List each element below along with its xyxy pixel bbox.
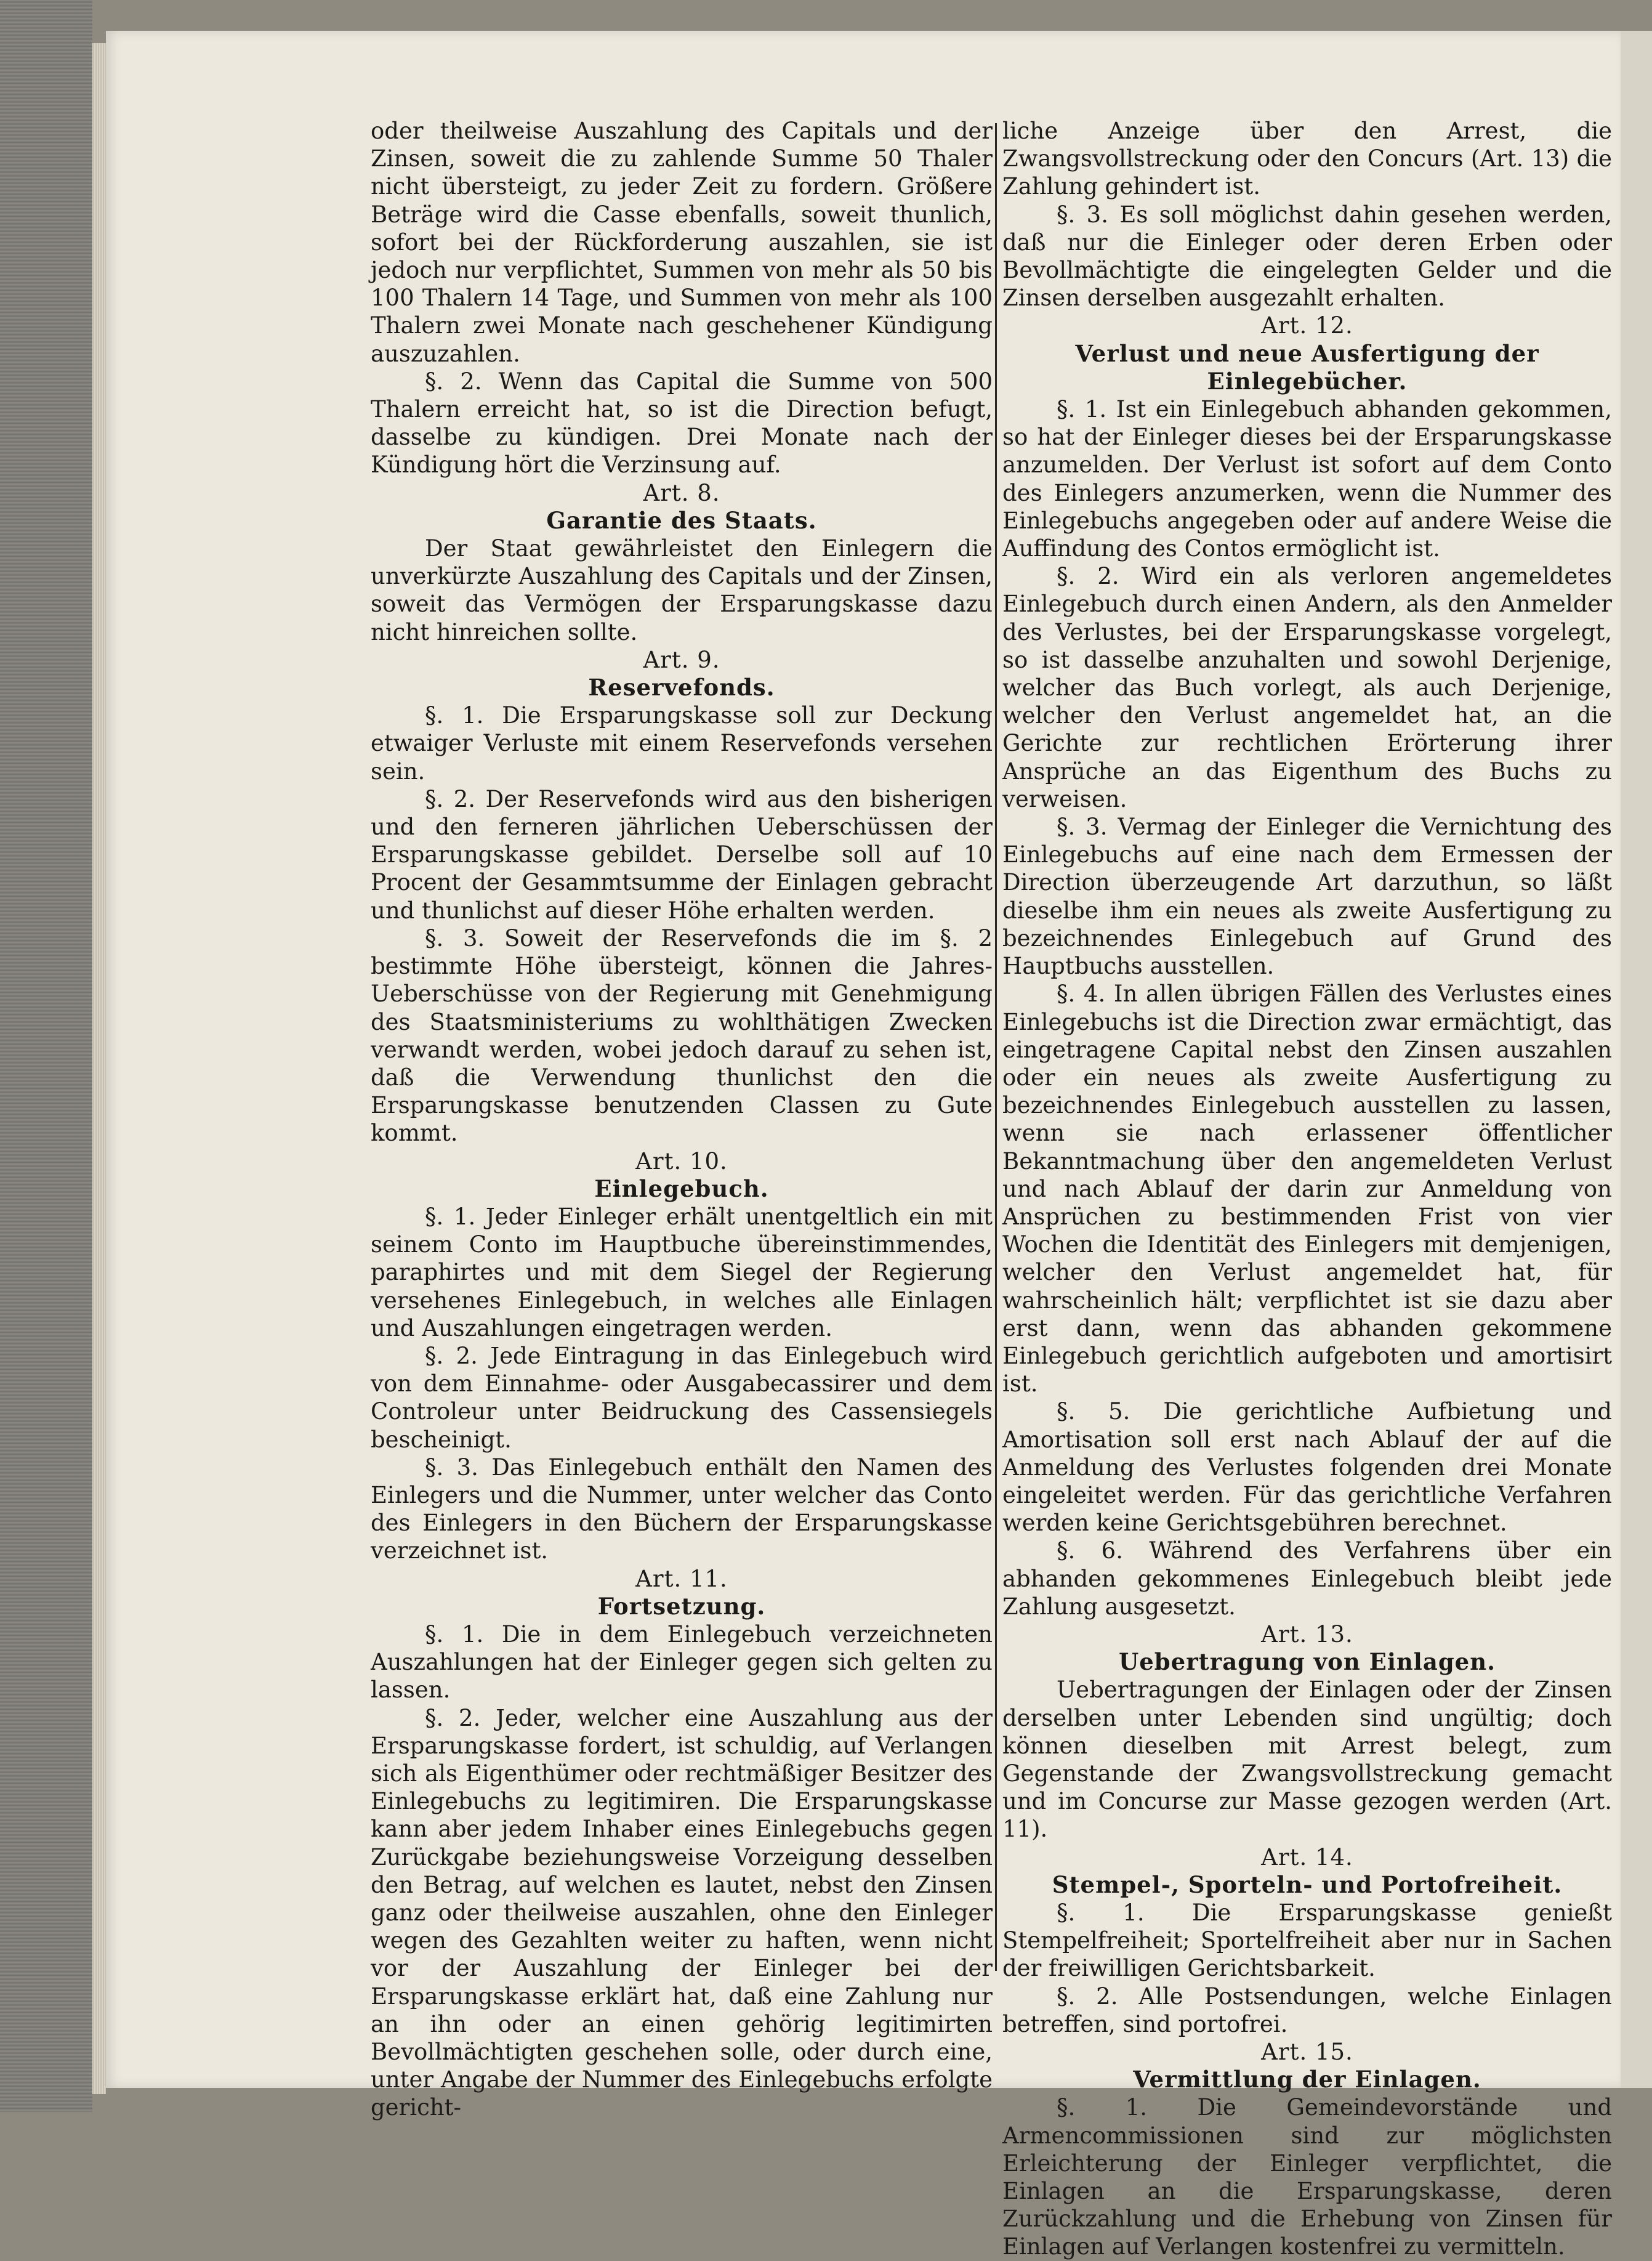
paragraph: §. 1. Die Ersparungskasse soll zur Deckung etwaiger Verluste mit einem Reservefonds versehen sein.	[371, 702, 993, 785]
right-column	[1002, 117, 1612, 2261]
book-gutter	[0, 0, 92, 2112]
paragraph: §. 1. Ist ein Einlegebuch abhanden gekommen, so hat der Einleger dieses bei der Ersparungskasse anzumelden. Der Verlust ist sofort auf dem Conto des Einlegers anzumerken, wenn die Nummer des Einlegebuchs angegeben oder auf andere Weise die Auffindung des Contos ermöglicht ist.	[1002, 396, 1612, 562]
column-divider	[995, 123, 997, 1971]
paragraph: §. 3. Soweit der Reservefonds die im §. 2 bestimmte Höhe übersteigt, können die Jahres-Ueberschüsse von der Regierung mit Genehmigung des Staatsministeriums zu wohlthätigen Zwecken verwandt werden, wobei jedoch darauf zu sehen ist, daß die Verwendung thunlichst den die Ersparungskasse benutzenden Classen zu Gute kommt.	[371, 924, 993, 1147]
paragraph: §. 1. Die Ersparungskasse genießt Stempelfreiheit; Sportelfreiheit aber nur in Sachen der freiwilligen Gerichtsbarkeit.	[1002, 1899, 1612, 1982]
article-heading: Uebertragung von Einlagen.	[1118, 1648, 1496, 1676]
article-heading: Fortsetzung.	[597, 1592, 766, 1620]
page-edges	[92, 43, 106, 2094]
paragraph: §. 3. Vermag der Einleger die Vernichtung des Einlegebuchs auf eine nach dem Ermessen der Direction überzeugende Art darzuthun, so läßt dieselbe ihm ein neues als zweite Ausfertigung zu bezeichnendes Einlegebuch auf Grund des Hauptbuchs ausstellen.	[1002, 814, 1612, 980]
article-number: Art. 9.	[643, 646, 720, 673]
page-right-edge	[1621, 31, 1652, 2088]
paragraph: Uebertragungen der Einlagen oder der Zinsen derselben unter Lebenden sind ungültig; doch können dieselben mit Arrest belegt, zum Gegenstande der Zwangsvollstreckung gemacht und im Concurse zur Masse gezogen werden (Art. 11).	[1002, 1677, 1612, 1843]
paragraph: §. 3. Es soll möglichst dahin gesehen werden, daß nur die Einleger oder deren Erben oder Bevollmächtigte die eingelegten Gelder und die Zinsen derselben ausgezahlt erhalten.	[1002, 201, 1612, 312]
paragraph: §. 2. Alle Postsendungen, welche Einlagen betreffen, sind portofrei.	[1002, 1983, 1612, 2037]
paragraph: §. 1. Jeder Einleger erhält unentgeltlich ein mit seinem Conto im Hauptbuche übereinstimmendes, paraphirtes und mit dem Siegel der Regierung versehenes Einlegebuch, in welches alle Einlagen und Auszahlungen eingetragen werden.	[371, 1203, 993, 1341]
left-column	[371, 117, 993, 2122]
article-number: Art. 13.	[1261, 1620, 1353, 1648]
paragraph: §. 2. Jede Eintragung in das Einlegebuch wird von dem Einnahme- oder Ausgabecassirer und dem Controleur unter Beidruckung des Cassensiegels bescheinigt.	[371, 1342, 993, 1453]
article-number: Art. 12.	[1261, 312, 1353, 339]
paragraph: §. 5. Die gerichtliche Aufbietung und Amortisation soll erst nach Ablauf der auf die Anmeldung des Verlustes folgenden drei Monate eingeleitet werden. Für das gerichtliche Verfahren werden keine Gerichtsgebühren berechnet.	[1002, 1398, 1612, 1537]
article-heading: Garantie des Staats.	[546, 506, 817, 534]
paragraph: §. 2. Wird ein als verloren angemeldetes Einlegebuch durch einen Andern, als den Anmelder des Verlustes, bei der Ersparungskasse vorgelegt, so ist dasselbe anzuhalten und sowohl Derjenige, welcher das Buch vorlegt, als auch Derjenige, welcher den Verlust angemeldet hat, an die Gerichte zur rechtlichen Erörterung ihrer Ansprüche an das Eigenthum des Buchs zu verweisen.	[1002, 563, 1612, 812]
paragraph: oder theilweise Auszahlung des Capitals und der Zinsen, soweit die zu zahlende Summe 50 Thaler nicht übersteigt, zu jeder Zeit zu fordern. Größere Beträge wird die Casse ebenfalls, soweit thunlich, sofort bei der Rückforderung auszahlen, sie ist jedoch nur verpflichtet, Summen von mehr als 50 bis 100 Thalern 14 Tage, und Summen von mehr als 100 Thalern zwei Monate nach geschehener Kündigung auszuzahlen.	[371, 118, 993, 367]
article-number: Art. 10.	[635, 1147, 728, 1175]
article-heading: Verlust und neue Ausfertigung der Einlegebücher.	[1075, 339, 1539, 395]
article-number: Art. 15.	[1261, 2039, 1353, 2066]
paragraph: §. 1. Die Gemeindevorstände und Armencommissionen sind zur möglichsten Erleichterung der Einleger verpflichtet, die Einlagen an die Ersparungskasse, deren Zurückzahlung und die Erhebung von Zinsen für Einlagen auf Verlangen kostenfrei zu vermitteln.	[1002, 2094, 1612, 2260]
paragraph: §. 4. In allen übrigen Fällen des Verlustes eines Einlegebuchs ist die Direction zwar ermächtigt, das eingetragene Capital nebst den Zinsen auszahlen oder ein neues als zweite Ausfertigung zu bezeichnendes Einlegebuch ausstellen zu lassen, wenn sie nach erlassener öffentlicher Bekanntmachung über den angemeldeten Verlust und nach Ablauf der darin zur Anmeldung von Ansprüchen zu bestimmenden Frist von vier Wochen die Identität des Einlegers mit demjenigen, welcher den Verlust angemeldet hat, für wahrscheinlich hält; verpflichtet ist sie dazu aber erst dann, wenn das abhanden gekommene Einlegebuch gerichtlich aufgeboten und amortisirt ist.	[1002, 981, 1612, 1397]
paragraph: Der Staat gewährleistet den Einlegern die unverkürzte Auszahlung des Capitals und der Zinsen, soweit das Vermögen der Ersparungskasse dazu nicht hinreichen sollte.	[371, 535, 993, 645]
paragraph: §. 6. Während des Verfahrens über ein abhanden gekommenes Einlegebuch bleibt jede Zahlung ausgesetzt.	[1002, 1537, 1612, 1620]
article-heading: Stempel-, Sporteln- und Portofreiheit.	[1052, 1871, 1563, 1898]
article-heading: Vermittlung der Einlagen.	[1133, 2066, 1481, 2093]
paragraph: §. 2. Jeder, welcher eine Auszahlung aus der Ersparungskasse fordert, ist schuldig, auf Verlangen sich als Eigenthümer oder rechtmäßiger Besitzer des Einlegebuchs zu legitimiren. Die Ersparungskasse kann aber jedem Inhaber eines Einlegebuchs gegen Zurückgabe beziehungsweise Vorzeigung desselben den Betrag, auf welchen es lautet, nebst den Zinsen ganz oder theilweise auszahlen, ohne den Einleger wegen des Gezahlten weiter zu haften, wenn nicht vor der Auszahlung der Einleger bei der Ersparungskasse erklärt hat, daß eine Zahlung nur an ihn oder an einen gehörig legitimirten Bevollmächtigten geschehen solle, oder durch eine, unter Angabe der Nummer des Einlegebuchs erfolgte gericht-	[371, 1704, 993, 2121]
paragraph: §. 2. Der Reservefonds wird aus den bisherigen und den ferneren jährlichen Ueberschüssen der Ersparungskasse gebildet. Derselbe soll auf 10 Procent der Gesammtsumme der Einlagen gebracht und thunlichst auf dieser Höhe erhalten werden.	[371, 785, 993, 924]
paragraph: §. 1. Die in dem Einlegebuch verzeichneten Auszahlungen hat der Einleger gegen sich gelten zu lassen.	[371, 1620, 993, 1704]
article-heading: Reservefonds.	[588, 674, 775, 702]
paragraph: liche Anzeige über den Arrest, die Zwangsvollstreckung oder den Concurs (Art. 13) die Zahlung gehindert ist.	[1002, 118, 1612, 200]
article-number: Art. 14.	[1261, 1843, 1353, 1871]
paragraph: §. 2. Wenn das Capital die Summe von 500 Thalern erreicht hat, so ist die Direction befugt, dasselbe zu kündigen. Drei Monate nach der Kündigung hört die Verzinsung auf.	[371, 368, 993, 479]
article-number: Art. 8.	[643, 479, 720, 506]
paragraph: §. 3. Das Einlegebuch enthält den Namen des Einlegers und die Nummer, unter welcher das Conto des Einlegers in den Büchern der Ersparungskasse verzeichnet ist.	[371, 1454, 993, 1564]
article-heading: Einlegebuch.	[594, 1175, 769, 1202]
article-number: Art. 11.	[635, 1565, 728, 1592]
